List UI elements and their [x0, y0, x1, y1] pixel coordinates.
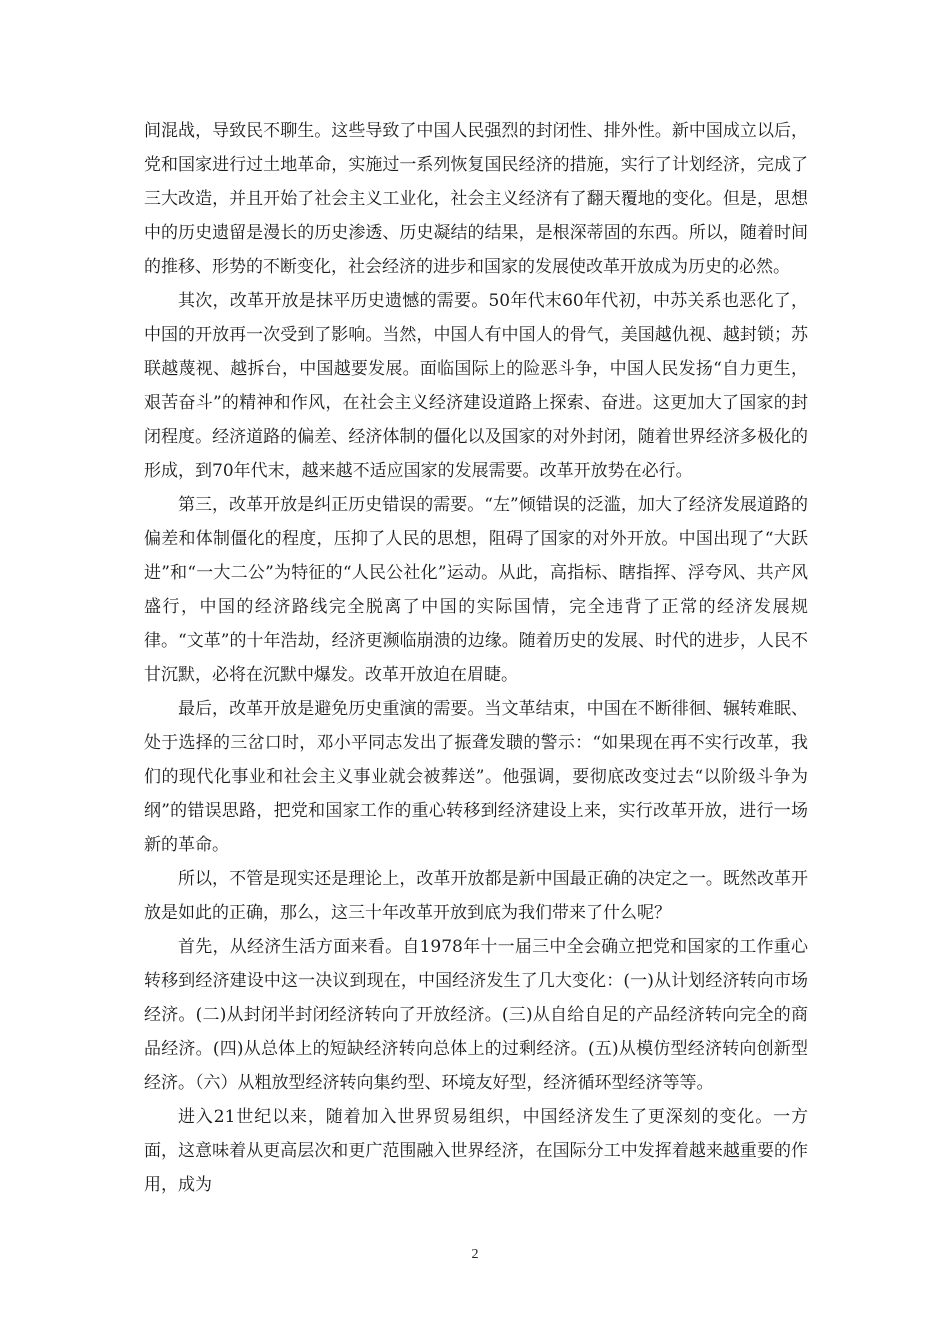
paragraph-continued: 间混战，导致民不聊生。这些导致了中国人民强烈的封闭性、排外性。新中国成立以后，党和国家进行过土地革命，实施过一系列恢复国民经济的措施，实行了计划经济，完成了三大改造，并且开始了社会主义工业化，社会主义经济有了翻天覆地的变化。但是，思想中的历史遗留是漫长的历史渗透、历史凝结的结果，是根深蒂固的东西。所以，随着时间的推移、形势的不断变化，社会经济的进步和国家的发展使改革开放成为历史的必然。 — [144, 121, 808, 277]
document-body — [144, 114, 808, 1202]
paragraph-21st-century: 进入21世纪以来，随着加入世界贸易组织，中国经济发生了更深刻的变化。一方面，这意味着从更高层次和更广范围融入世界经济，在国际分工中发挥着越来越重要的作用，成为 — [144, 1107, 808, 1195]
paragraph-second-reason: 其次，改革开放是抹平历史遗憾的需要。50年代末60年代初，中苏关系也恶化了，中国的开放再一次受到了影响。当然，中国人有中国人的骨气，美国越仇视、越封锁；苏联越蔑视、越拆台，中国越要发展。面临国际上的险恶斗争，中国人民发扬“自力更生，艰苦奋斗”的精神和作风，在社会主义经济建设道路上探索、奋进。这更加大了国家的封闭程度。经济道路的偏差、经济体制的僵化以及国家的对外封闭，随着世界经济多极化的形成，到70年代末，越来越不适应国家的发展需要。改革开放势在必行。 — [144, 291, 808, 481]
paragraph-economic-changes: 首先，从经济生活方面来看。自1978年十一届三中全会确立把党和国家的工作重心转移到经济建设中这一决议到现在，中国经济发生了几大变化：(一)从计划经济转向市场经济。(二)从封闭半封闭经济转向了开放经济。(三)从自给自足的产品经济转向完全的商品经济。(四)从总体上的短缺经济转向总体上的过剩经济。(五)从模仿型经济转向创新型经济。（六）从粗放型经济转向集约型、环境友好型，经济循环型经济等等。 — [144, 937, 808, 1093]
paragraph-third-reason: 第三，改革开放是纠正历史错误的需要。“左”倾错误的泛滥，加大了经济发展道路的偏差和体制僵化的程度，压抑了人民的思想，阻碍了国家的对外开放。中国出现了“大跃进”和“一大二公”为特征的“人民公社化”运动。从此，高指标、瞎指挥、浮夸风、共产风盛行，中国的经济路线完全脱离了中国的实际国情，完全违背了正常的经济发展规律。“文革”的十年浩劫，经济更濒临崩溃的边缘。随着历史的发展、时代的进步，人民不甘沉默，必将在沉默中爆发。改革开放迫在眉睫。 — [144, 495, 808, 685]
paragraph-conclusion: 所以，不管是现实还是理论上，改革开放都是新中国最正确的决定之一。既然改革开放是如此的正确，那么，这三十年改革开放到底为我们带来了什么呢？ — [144, 869, 808, 923]
paragraph-last-reason: 最后，改革开放是避免历史重演的需要。当文革结束，中国在不断徘徊、辗转难眠、处于选择的三岔口时，邓小平同志发出了振聋发聩的警示：“如果现在再不实行改革，我们的现代化事业和社会主义事业就会被葬送”。他强调，要彻底改变过去“以阶级斗争为纲”的错误思路，把党和国家工作的重心转移到经济建设上来，实行改革开放，进行一场新的革命。 — [144, 699, 808, 855]
page-number: 2 — [471, 1247, 479, 1262]
